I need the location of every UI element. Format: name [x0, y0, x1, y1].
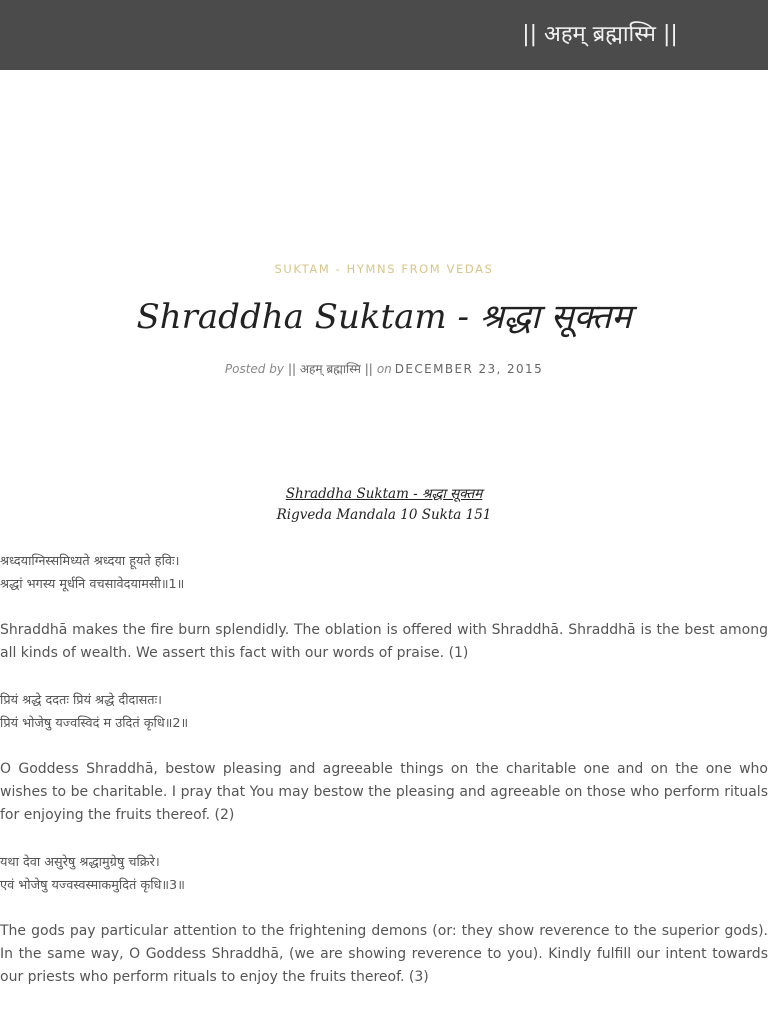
translation-paragraph: Shraddhā makes the fire burn splendidly. The oblation is offered with Shraddhā. Shraddhā is the best among all kinds of wealth. We assert this fact with our words of praise. (1) [0, 622, 768, 661]
post-author-link[interactable]: || अहम् ब्रह्मास्मि || [287, 362, 373, 376]
sanskrit-verse [0, 851, 768, 897]
sanskrit-verse [0, 689, 768, 735]
verse-line: प्रियं श्रद्धे ददतः प्रियं श्रद्धे दीदासतः। [0, 693, 163, 708]
verse-line: प्रियं भोजेषु यज्वस्विदं म उदितं कृधि॥2॥ [0, 716, 189, 731]
translation-paragraph: The gods pay particular attention to the frightening demons (or: they show reverence to the superior gods). In the same way, O Goddess Shraddhā, (we are showing reverence to you). Kindly fulfill our intent towards our priests who perform rituals to enjoy the fruits thereof. (3) [0, 923, 768, 985]
post-title: Shraddha Suktam - श्रद्धा सूक्तम [136, 297, 632, 337]
site-header [0, 0, 768, 70]
post-heading-title: Shraddha Suktam - श्रद्धा सूक्तम [285, 486, 483, 502]
post-content [0, 484, 768, 1003]
post-date-link[interactable]: DECEMBER 23, 2015 [394, 362, 544, 376]
posted-by-label: Posted by [224, 362, 284, 376]
sanskrit-verse [0, 550, 768, 596]
verse-line: एवं भोजेषु यज्वस्वस्माकमुदितं कृधि॥3॥ [0, 878, 185, 893]
post-heading-subtitle: Rigveda Mandala 10 Sukta 151 [276, 507, 492, 523]
on-label: on [376, 362, 392, 376]
site-title-link[interactable]: || अहम् ब्रह्मास्मि || [522, 22, 678, 47]
post-heading [0, 484, 768, 526]
verse-line: श्रध्दयाग्निस्समिध्यते श्रध्दया हूयते हविः। [0, 554, 180, 569]
post-meta [0, 360, 768, 378]
verse-line: श्रद्धां भगस्य मूर्धनि वचसावेदयामसी॥1॥ [0, 577, 185, 592]
verse-line: यथा देवा असुरेषु श्रद्धामुग्रेषु चक्रिरे। [0, 855, 160, 870]
post-category-link[interactable]: SUKTAM - HYMNS FROM VEDAS [274, 262, 494, 276]
translation-paragraph: O Goddess Shraddhā, bestow pleasing and agreeable things on the charitable one and on the one who wishes to be charitable. I pray that You may bestow the pleasing and agreeable on those who perform rituals for enjoying the fruits thereof. (2) [0, 761, 768, 823]
